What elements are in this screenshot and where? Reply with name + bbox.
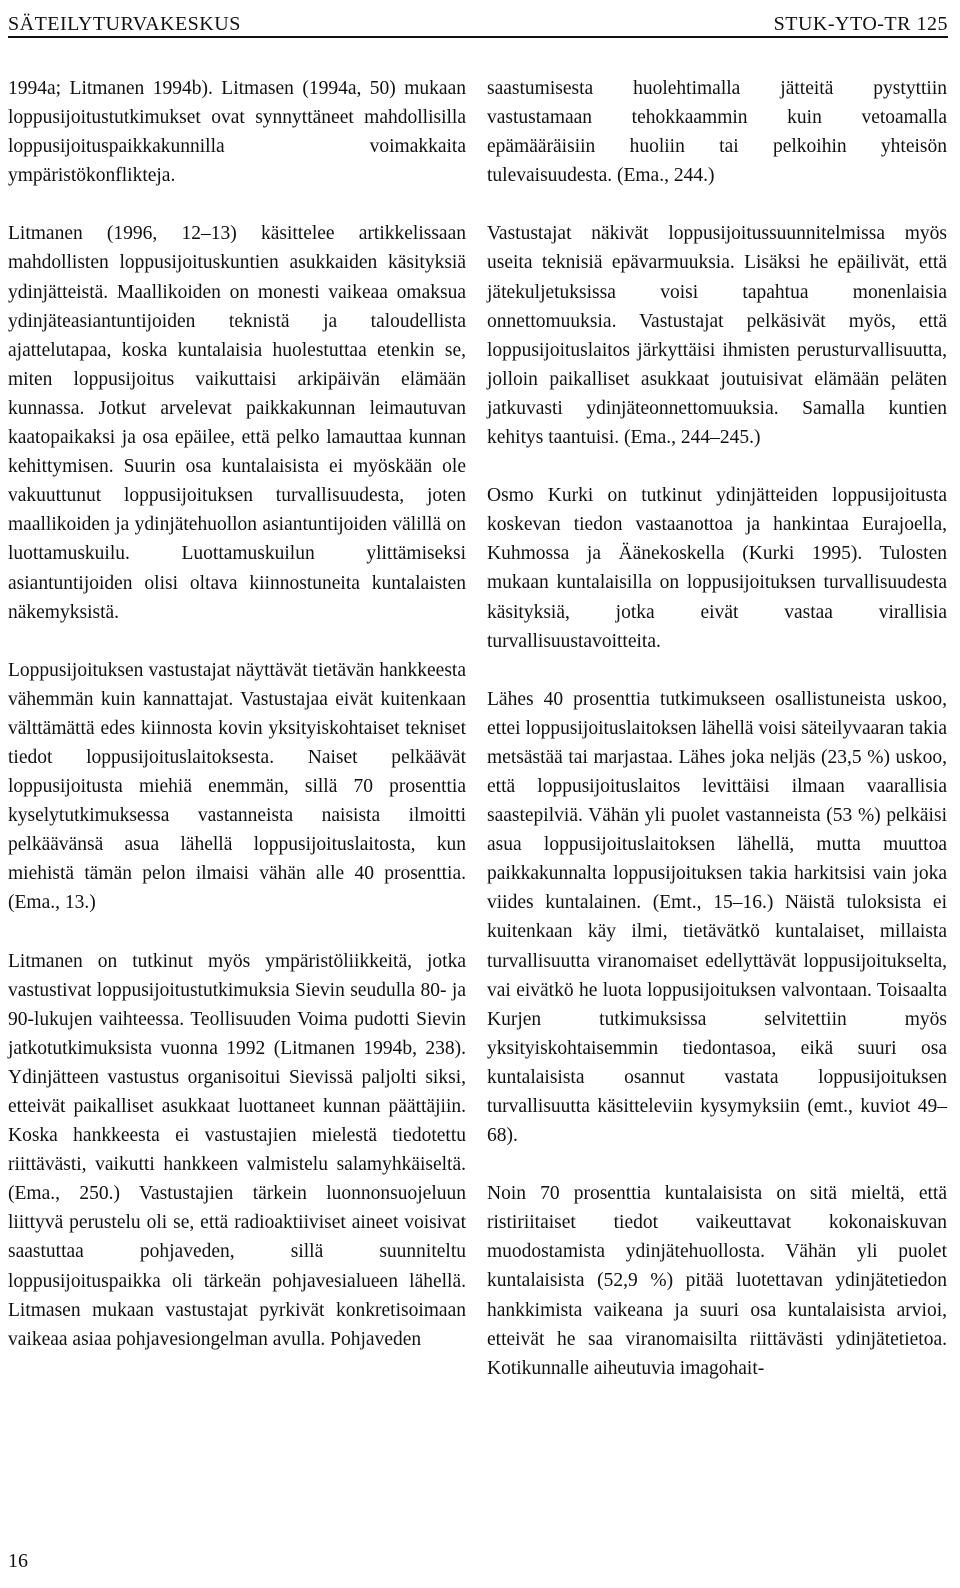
left-column	[8, 74, 466, 1354]
right-column	[487, 74, 947, 1383]
paragraph: saastumisesta huolehtimalla jätteitä pystyttiin vastustamaan tehokkaammin kuin vetoamalla epämääräisiin huoliin tai pelkoihin yhteisön tulevaisuudesta. (Ema., 244.)	[487, 78, 947, 187]
paragraph: Loppusijoituksen vastustajat näyttävät tietävän hankkeesta vähemmän kuin kannattajat. Vastustajaa eivät kuitenkaan välttämättä edes kiinnosta kovin yksityiskohtaiset tekniset tiedot loppusijoituslaitoksesta. Naiset pelkäävät loppusijoitusta miehiä enemmän, sillä 70 prosenttia kyselytutkimuksessa vastanneista naisista ilmoitti pelkäävänsä asua lähellä loppusijoituslaitosta, kun miehistä tämän pelon ilmaisi vähän alle 40 prosenttia. (Ema., 13.)	[8, 659, 466, 914]
running-header	[8, 2, 948, 36]
paragraph: Vastustajat näkivät loppusijoitussuunnitelmissa myös useita teknisiä epävarmuuksia. Lisäksi he epäilivät, että jätekuljetuksissa voisi tapahtua monenlaisia onnettomuuksia. Vastustajat pelkäsivät myös, että loppusijoituslaitos järkyttäisi ihmisten perusturvallisuutta, jolloin paikalliset asukkaat joutuisivat elämään peläten jatkuvasti ydinjäteonnettomuuksia. Samalla kuntien kehitys taantuisi. (Ema., 244–245.)	[487, 223, 947, 449]
paragraph: Litmanen (1996, 12–13) käsittelee artikkelissaan mahdollisten loppusijoituskuntien asukkaiden käsityksiä ydinjätteistä. Maallikoiden on monesti vaikeaa omaksua ydinjäteasiantuntijoiden teknistä ja taloudellista ajattelutapaa, koska kuntalaisia huolestuttaa etenkin se, miten loppusijoitus vaikuttaisi arkipäivän elämään kunnassa. Jotkut arvelevat paikkakunnan leimautuvan kaatopaikaksi ja osa epäilee, että pelko lamauttaa kunnan kehittymisen. Suurin osa kuntalaisista ei myöskään ole vakuuttunut loppusijoituksen turvallisuudesta, joten maallikoiden ja ydinjätehuollon asiantuntijoiden välillä on luottamuskuilu. Luottamuskuilun ylittämiseksi asiantuntijoiden olisi oltava kiinnostuneita kuntalaisten näkemyksistä.	[8, 223, 466, 623]
paragraph: Litmanen on tutkinut myös ympäristöliikkeitä, jotka vastustivat loppusijoitustutkimuksia Sievin seudulla 80- ja 90-lukujen vaihteessa. Teollisuuden Voima pudotti Sievin jatkotutkimuksista vuonna 1992 (Litmanen 1994b, 238). Ydinjätteen vastustus organisoitui Sievissä paljolti siksi, etteivät paikalliset asukkaat luottaneet kunnan päättäjiin. Koska hankkeesta ei vastustajien mielestä tiedotettu riittävästi, vaikutti hankkeen valmistelu salamyhkäiseltä. (Ema., 250.) Vastustajien tärkein luonnonsuojeluun liittyvä perustelu oli se, että radioaktiiviset aineet voisivat saastuttaa pohjaveden, sillä suunniteltu loppusijoituspaikka oli tärkeän pohjavesialueen lähellä. Litmasen mukaan vastustajat pyrkivät konkretisoimaan vaikeaa asiaa pohjavesiongelman avulla. Pohjaveden	[8, 950, 466, 1350]
paragraph: 1994a; Litmanen 1994b). Litmasen (1994a, 50) mukaan loppusijoitustutkimukset ovat synnyttäneet mahdollisilla loppusijoituspaikkakunnilla voimakkaita ympäristökonflikteja.	[8, 78, 466, 187]
paragraph: Noin 70 prosenttia kuntalaisista on sitä mieltä, että ristiriitaiset tiedot vaikeuttavat kokonaiskuvan muodostamista ydinjätehuollosta. Vähän yli puolet kuntalaisista (52,9 %) pitää luotettavan ydinjätetiedon hankkimista vaikeana ja suuri osa kuntalaisista arvioi, etteivät he saa viranomaisilta riittävästi ydinjätetietoa. Kotikunnalle aiheutuvia imagohait-	[487, 1183, 947, 1379]
paragraph: Lähes 40 prosenttia tutkimukseen osallistuneista uskoo, ettei loppusijoituslaitoksen lähellä voisi säteilyvaaran takia metsästää tai marjastaa. Lähes joka neljäs (23,5 %) uskoo, että loppusijoituslaitos levittäisi ilmaan vaarallisia saastepilviä. Vähän yli puolet vastanneista (53 %) pelkäisi asua loppusijoituslaitoksen lähellä, mutta muuttoa paikkakunnalta loppusijoituksen takia harkitsisi vain joka viides kuntalainen. (Emt., 15–16.) Näistä tuloksista ei kuitenkaan käy ilmi, tietävätkö kuntalaiset, millaista turvallisuutta viranomaiset edellyttävät loppusijoitukselta, vai eivätkö he luota loppusijoituksen valvontaan. Toisaalta Kurjen tutkimuksissa selvitettiin myös yksityiskohtaisemmin tiedontasoa, eikä suuri osa kuntalaisista osannut vastata loppusijoituksen turvallisuutta käsitteleviin kysymyksiin (emt., kuviot 49–68).	[487, 688, 947, 1147]
header-rule	[8, 36, 948, 38]
paragraph: Osmo Kurki on tutkinut ydinjätteiden loppusijoitusta koskevan tiedon vastaanottoa ja hankintaa Eurajoella, Kuhmossa ja Äänekoskella (Kurki 1995). Tulosten mukaan kuntalaisilla on loppusijoituksen turvallisuudesta käsityksiä, jotka eivät vastaa virallisia turvallisuustavoitteita.	[487, 485, 947, 652]
header-report-id: STUK-YTO-TR 125	[773, 13, 948, 35]
header-organization: SÄTEILYTURVAKESKUS	[8, 13, 241, 35]
page-number: 16	[8, 1550, 28, 1572]
